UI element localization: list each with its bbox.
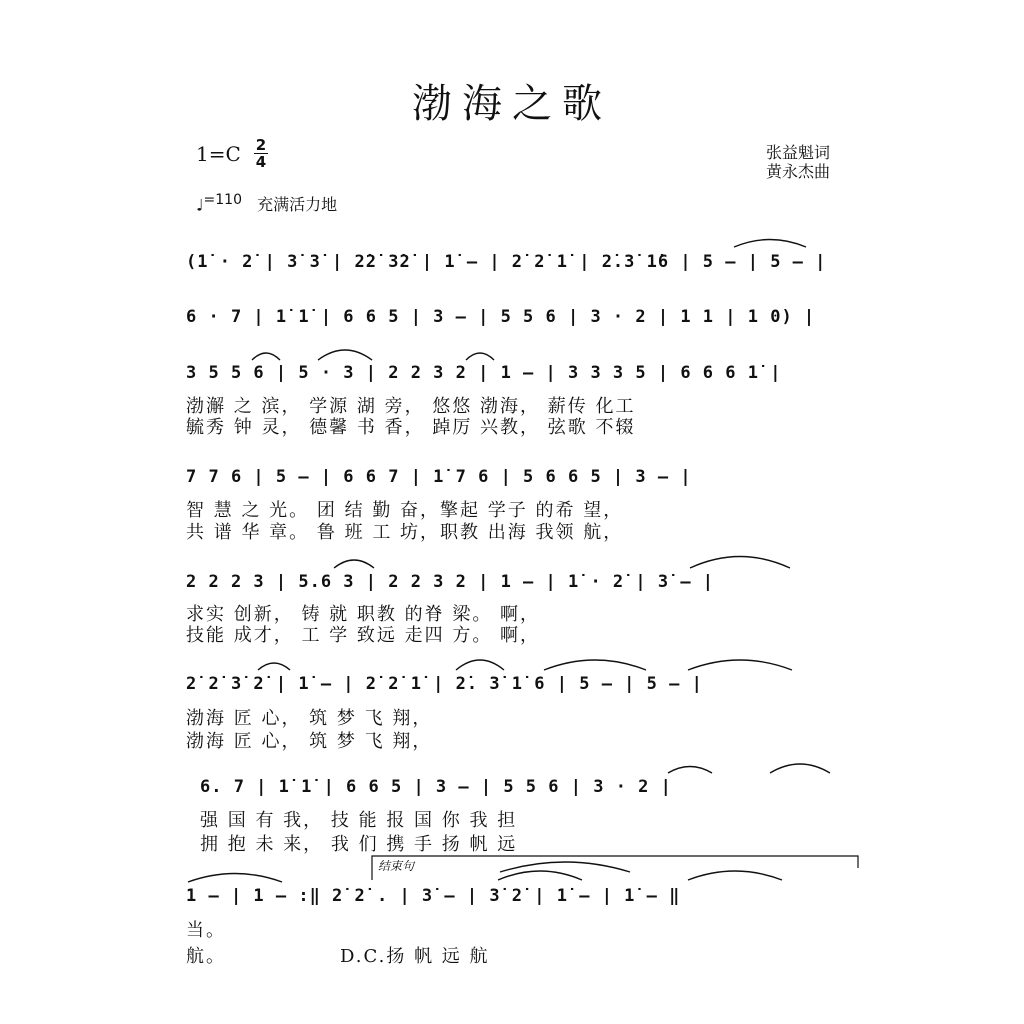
slur [544, 660, 646, 670]
meter-top: 2 [255, 136, 267, 154]
tempo-value: =110 [203, 192, 242, 208]
lyrics-row-4-verse-2: 共 谱 华 章。 鲁 班 工 坊，职教 出海 我领 航， [186, 522, 624, 543]
notation-row-4: 7 7 6 | 5 – | 6 6 7 | 1̇ 7 6 | 5 6 6 5 | 3 – | [186, 467, 692, 487]
lyrics-row-8-verse-2: 航。 [186, 946, 226, 967]
composer: 黄永杰曲 [766, 162, 831, 181]
notation-row-3: 3 5 5 6 | 5 · 3 | 2 2 3 2 | 1 – | 3 3 3 5 | 6 6 6 1̇ | [186, 363, 782, 383]
notation-row-1: (1̇ · 2̇ | 3̇ 3̇ | 2̇2̇ 3̇2̇ | 1̇ – | 2̇ 2̇ 1̇ | 2̇.3̇ 1̇6 | 5 – | 5 – | [186, 252, 827, 272]
lyrics-row-3-verse-1: 渤澥 之 滨， 学源 湖 旁， 悠悠 渤海， 薪传 化工 [186, 396, 636, 417]
slur [668, 767, 712, 774]
song-title: 渤海之歌 [412, 81, 612, 127]
da-capo-lyrics: D.C.扬 帆 远 航 [340, 946, 490, 967]
slur [688, 660, 792, 670]
quarter-note-icon: ♩ [196, 195, 204, 215]
slur [334, 560, 374, 568]
notation-row-7: 6. 7 | 1̇ 1̇ | 6 6 5 | 3 – | 5 5 6 | 3 · 2 | [200, 777, 672, 797]
key-signature: 1=C [196, 142, 241, 166]
lyrics-row-6-verse-1: 渤海 匠 心， 筑 梦 飞 翔， [186, 708, 433, 729]
slur [318, 350, 372, 360]
slur [734, 240, 806, 248]
lyrics-row-5-verse-2: 技能 成才， 工 学 致远 走四 方。 啊， [186, 625, 541, 646]
notation-row-8: 1 – | 1 – :‖ 2̇ 2̇ . | 3̇ – | 3̇ 2̇ | 1̇ – | 1̇ – ‖ [186, 886, 681, 906]
lyrics-row-4-verse-1: 智 慧 之 光。 团 结 勤 奋，擎起 学子 的希 望， [186, 500, 624, 521]
slur [770, 764, 830, 773]
slur [688, 871, 782, 880]
lyrics-row-8-verse-1: 当。 [186, 920, 226, 941]
slur [456, 660, 504, 670]
slur [500, 862, 630, 872]
lyrics-row-5-verse-1: 求实 创新， 铸 就 职教 的脊 梁。 啊， [186, 604, 541, 625]
meter-bottom: 4 [255, 153, 267, 171]
lyrics-row-7-verse-2: 拥 抱 未 来， 我 们 携 手 扬 帆 远 [200, 834, 518, 855]
lyrics-row-7-verse-1: 强 国 有 我， 技 能 报 国 你 我 担 [200, 810, 518, 831]
slur [466, 353, 494, 360]
notation-row-5: 2 2 2 3 | 5.6 3 | 2 2 3 2 | 1 – | 1̇ · 2̇ | 3̇ – | [186, 572, 715, 592]
lyricist: 张益魁词 [766, 143, 831, 162]
slur [690, 557, 790, 569]
lyrics-row-3-verse-2: 毓秀 钟 灵， 德馨 书 香， 踔厉 兴教， 弦歌 不辍 [186, 417, 636, 438]
slur [498, 871, 582, 880]
expression-mark: 充满活力地 [257, 195, 338, 215]
slur [258, 663, 290, 670]
slur [188, 874, 282, 883]
slur [252, 353, 280, 360]
lyrics-row-6-verse-2: 渤海 匠 心， 筑 梦 飞 翔， [186, 731, 433, 752]
notation-row-2: 6 · 7 | 1̇ 1̇ | 6 6 5 | 3 – | 5 5 6 | 3 · 2 | 1 1 | 1 0) | [186, 307, 816, 327]
notation-row-6: 2̇ 2̇ 3̇ 2̇ | 1̇ – | 2̇ 2̇ 1̇ | 2̇. 3̇ 1̇ 6 | 5 – | 5 – | [186, 674, 703, 694]
ending-label: 结束句 [378, 859, 415, 873]
